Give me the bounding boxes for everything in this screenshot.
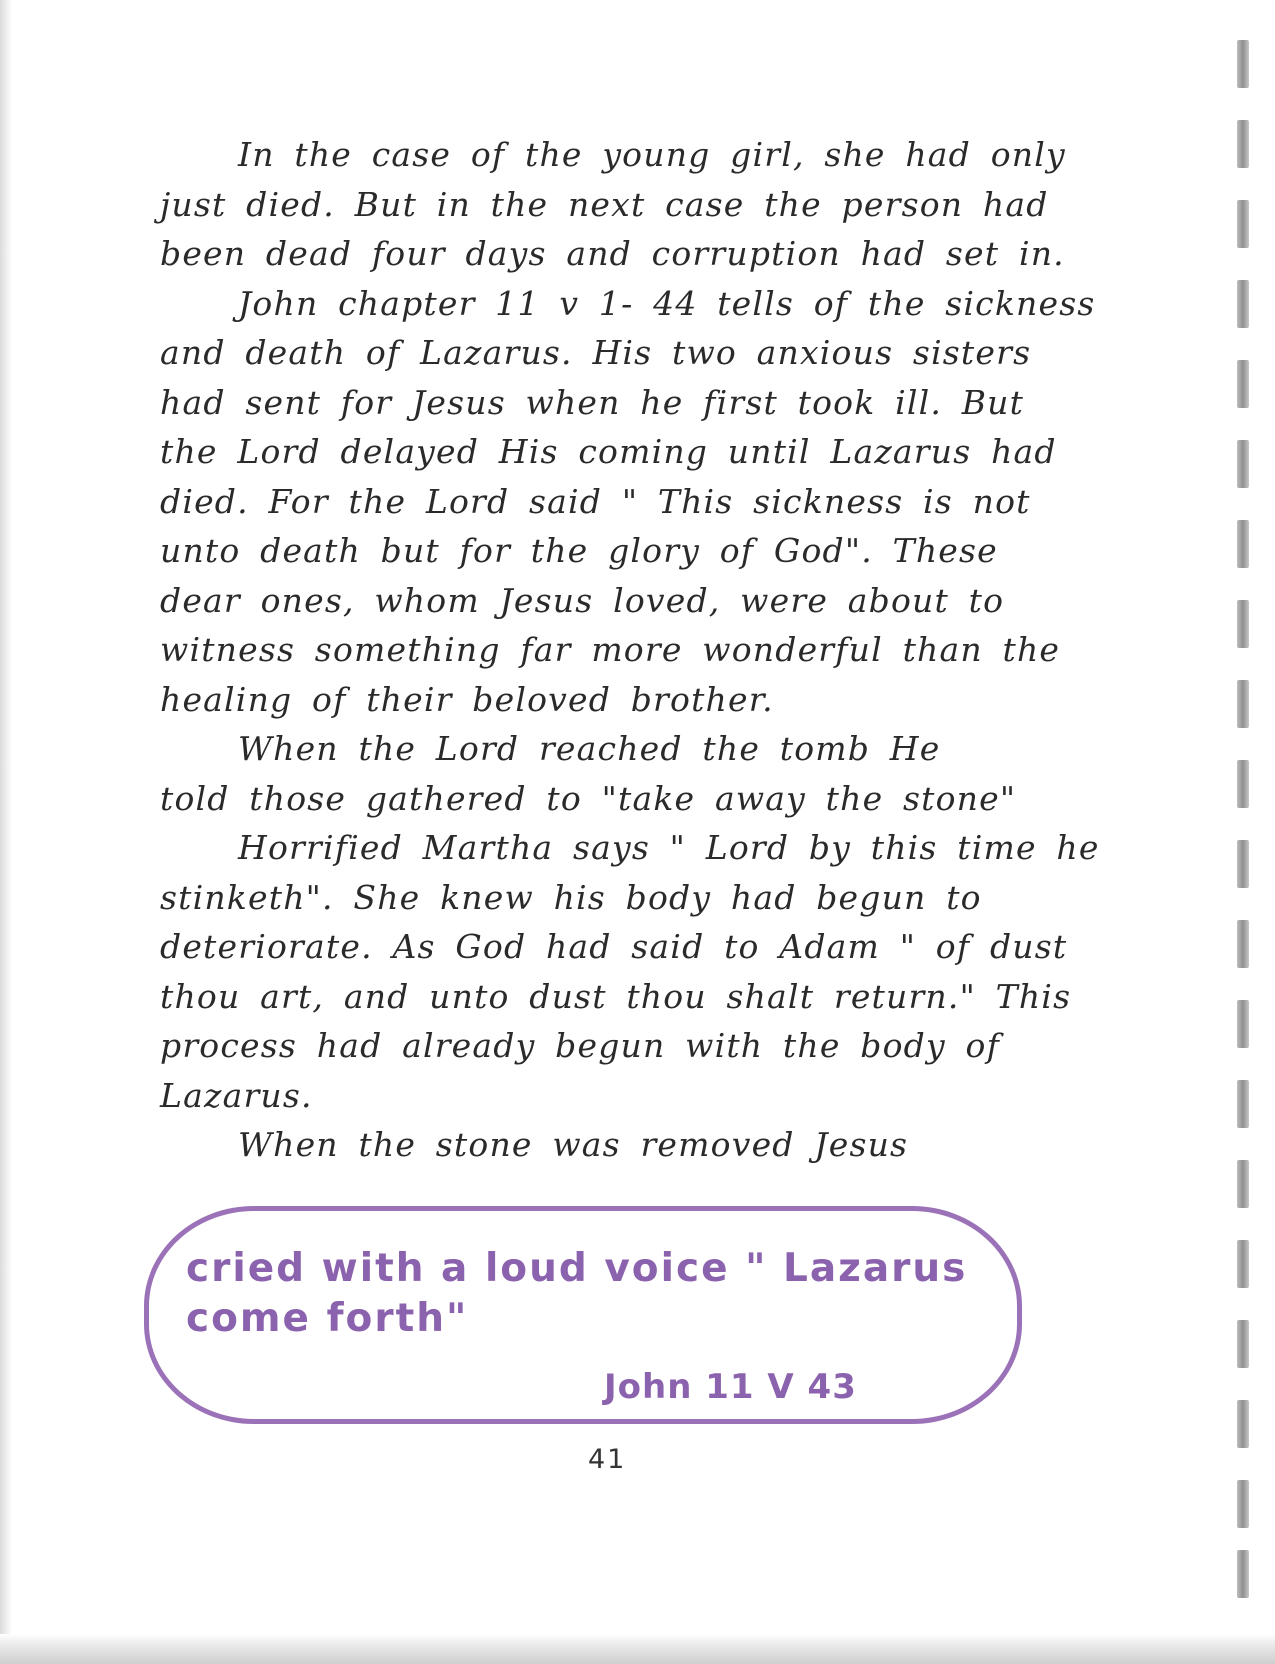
text-line: been dead four days and corruption had set in. bbox=[160, 234, 1065, 273]
text-line: and death of Lazarus. His two anxious sisters bbox=[160, 333, 1032, 372]
text-line: healing of their beloved brother. bbox=[160, 679, 774, 719]
text-line: John chapter 11 v 1- 44 tells of the sickness bbox=[238, 283, 1096, 323]
page-bottom-shadow bbox=[0, 1634, 1275, 1664]
binding-hole bbox=[1237, 1550, 1249, 1598]
text-line: process had already begun with the body of bbox=[160, 1026, 1000, 1065]
binding-hole bbox=[1237, 1480, 1249, 1528]
text-line: deteriorate. As God had said to Adam " of dust bbox=[160, 927, 1068, 966]
binding-hole bbox=[1237, 760, 1249, 808]
binding-hole bbox=[1237, 360, 1249, 408]
binding-hole bbox=[1237, 920, 1249, 968]
binding-hole bbox=[1237, 40, 1249, 88]
text-line: stinketh". She knew his body had begun to bbox=[160, 877, 982, 917]
text-line: witness something far more wonderful than the bbox=[160, 630, 1061, 669]
text-line: Lazarus. bbox=[160, 1075, 313, 1115]
text-line: died. For the Lord said " This sickness is not bbox=[160, 481, 1031, 521]
binding-hole bbox=[1237, 1000, 1249, 1048]
binding-hole bbox=[1237, 440, 1249, 488]
binding-hole bbox=[1237, 120, 1249, 168]
binding-hole bbox=[1237, 1400, 1249, 1448]
binding-hole bbox=[1237, 280, 1249, 328]
text-line: the Lord delayed His coming until Lazarus had bbox=[160, 432, 1057, 471]
text-line: When the Lord reached the tomb He bbox=[238, 729, 941, 768]
binding-hole bbox=[1237, 680, 1249, 728]
text-line: dear ones, whom Jesus loved, were about to bbox=[160, 580, 1005, 620]
scripture-reference: John 11 V 43 bbox=[604, 1367, 857, 1407]
binding-hole bbox=[1237, 520, 1249, 568]
binding-holes bbox=[1237, 40, 1251, 1600]
page-left-shadow bbox=[0, 0, 12, 1664]
binding-hole bbox=[1237, 840, 1249, 888]
binding-hole bbox=[1237, 1240, 1249, 1288]
text-line: told those gathered to "take away the stone" bbox=[160, 778, 1017, 818]
binding-hole bbox=[1237, 1080, 1249, 1128]
text-line: Horrified Martha says " Lord by this time he bbox=[238, 828, 1100, 867]
binding-hole bbox=[1237, 1160, 1249, 1208]
quote-line: come forth" bbox=[186, 1296, 469, 1341]
page-number: 41 bbox=[588, 1444, 627, 1475]
handwritten-text bbox=[160, 130, 1120, 1170]
text-line: thou art, and unto dust thou shalt return." This bbox=[160, 976, 1072, 1016]
binding-hole bbox=[1237, 1320, 1249, 1368]
text-line: had sent for Jesus when he first took ill. But bbox=[160, 382, 1025, 422]
binding-hole bbox=[1237, 600, 1249, 648]
text-line: When the stone was removed Jesus bbox=[238, 1125, 909, 1164]
binding-hole bbox=[1237, 200, 1249, 248]
text-line: just died. But in the next case the person had bbox=[160, 184, 1049, 224]
quote-line: cried with a loud voice " Lazarus bbox=[186, 1246, 968, 1291]
text-line: In the case of the young girl, she had only bbox=[238, 135, 1066, 174]
text-line: unto death but for the glory of God". These bbox=[160, 531, 998, 570]
